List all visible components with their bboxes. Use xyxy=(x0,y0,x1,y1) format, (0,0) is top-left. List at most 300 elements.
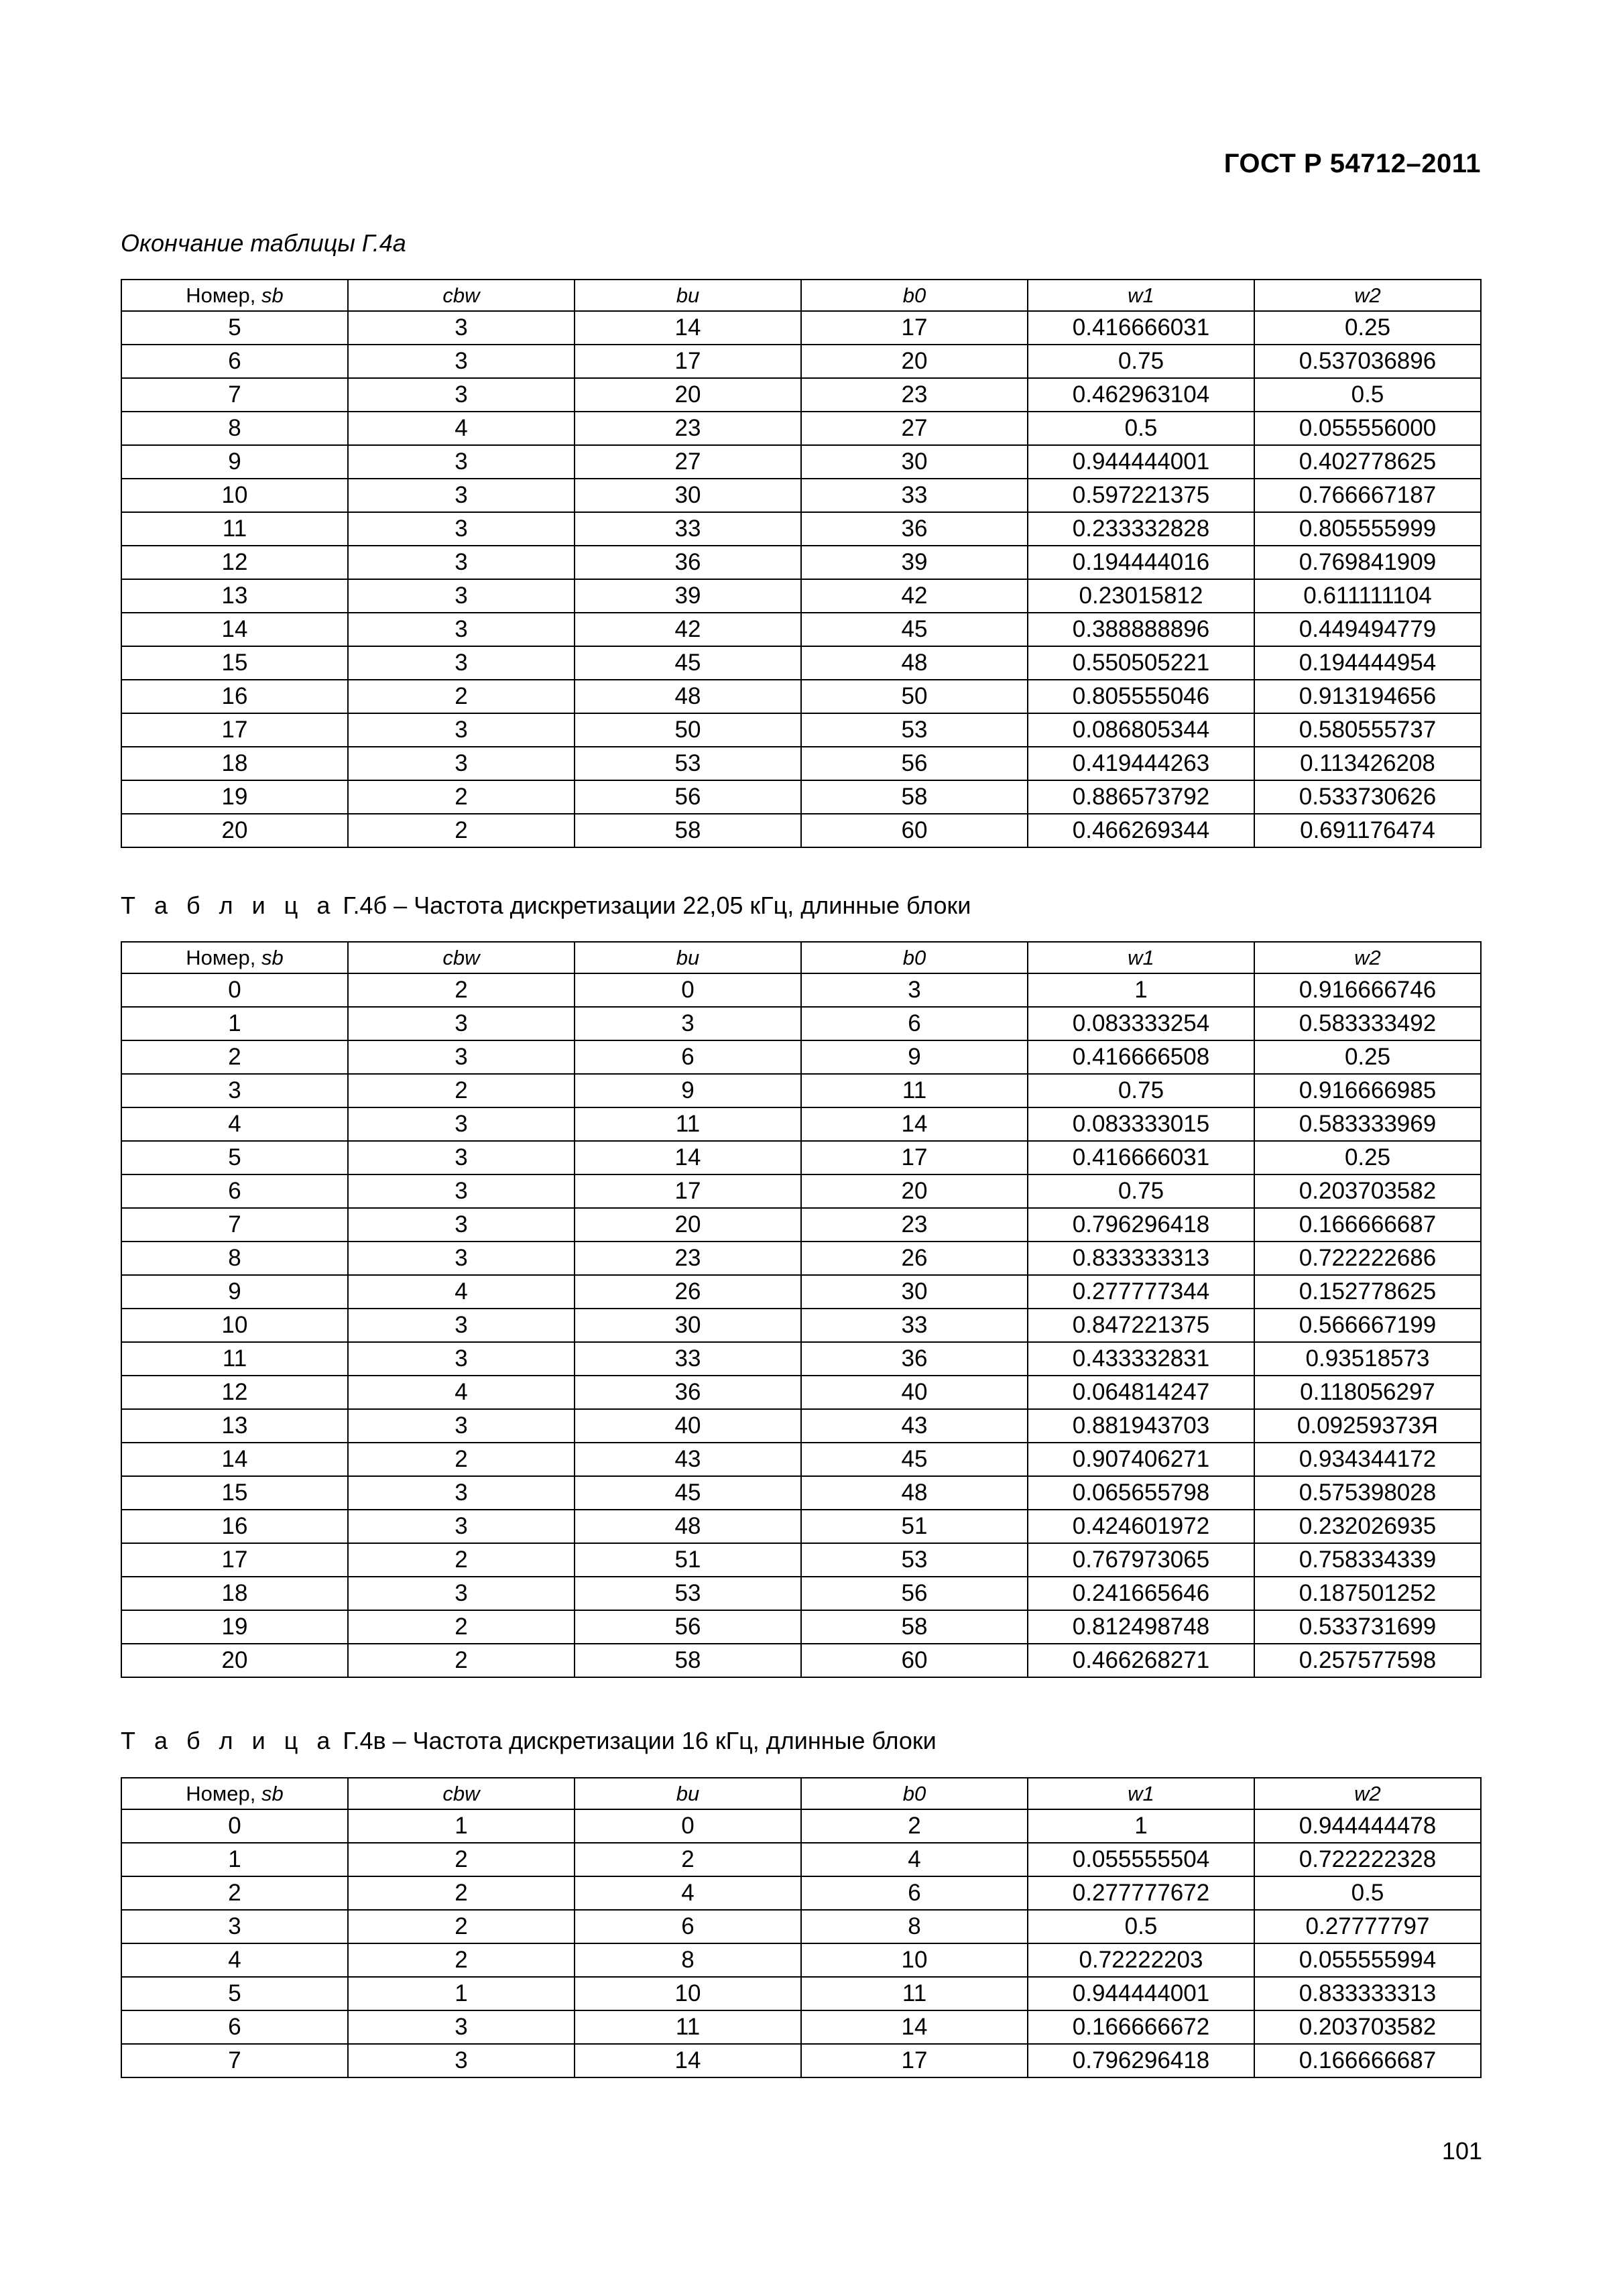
table-row xyxy=(121,1943,1481,1977)
table-row xyxy=(121,680,1481,713)
cell-b0: 9 xyxy=(801,1040,1028,1074)
cell-number-sb: 13 xyxy=(121,1409,348,1443)
cell-w2: 0.916666985 xyxy=(1254,1074,1481,1107)
table-row xyxy=(121,2010,1481,2044)
table-row xyxy=(121,1342,1481,1376)
cell-number-sb: 4 xyxy=(121,1107,348,1141)
cell-bu: 2 xyxy=(575,1843,801,1876)
cell-cbw: 4 xyxy=(348,1376,575,1409)
cell-b0: 45 xyxy=(801,1443,1028,1476)
table-row xyxy=(121,1040,1481,1074)
cell-cbw: 3 xyxy=(348,1007,575,1040)
table-row xyxy=(121,713,1481,747)
cell-number-sb: 13 xyxy=(121,579,348,613)
table-row xyxy=(121,1510,1481,1543)
table-c-caption-label: Т а б л и ц а xyxy=(121,1727,337,1754)
cell-cbw: 3 xyxy=(348,747,575,780)
cell-cbw: 3 xyxy=(348,1107,575,1141)
table-row xyxy=(121,1543,1481,1577)
cell-number-sb: 1 xyxy=(121,1007,348,1040)
table-row xyxy=(121,1577,1481,1610)
cell-cbw: 3 xyxy=(348,1510,575,1543)
cell-number-sb: 18 xyxy=(121,747,348,780)
table-row xyxy=(121,1843,1481,1876)
header-bu: bu xyxy=(575,280,801,311)
cell-bu: 43 xyxy=(575,1443,801,1476)
cell-number-sb: 0 xyxy=(121,1809,348,1843)
cell-bu: 4 xyxy=(575,1876,801,1910)
table-row xyxy=(121,973,1481,1007)
cell-b0: 58 xyxy=(801,1610,1028,1644)
cell-w2: 0.27777797 xyxy=(1254,1910,1481,1943)
cell-number-sb: 7 xyxy=(121,1208,348,1242)
table-row xyxy=(121,1107,1481,1141)
cell-number-sb: 8 xyxy=(121,412,348,445)
header-w1: w1 xyxy=(1028,280,1254,311)
cell-w2: 0.203703582 xyxy=(1254,2010,1481,2044)
cell-number-sb: 0 xyxy=(121,973,348,1007)
cell-b0: 30 xyxy=(801,1275,1028,1309)
cell-cbw: 2 xyxy=(348,1443,575,1476)
cell-w1: 0.462963104 xyxy=(1028,378,1254,412)
cell-cbw: 2 xyxy=(348,973,575,1007)
table-row xyxy=(121,378,1481,412)
cell-b0: 56 xyxy=(801,1577,1028,1610)
cell-w2: 0.257577598 xyxy=(1254,1644,1481,1677)
cell-cbw: 1 xyxy=(348,1977,575,2010)
table-row xyxy=(121,1074,1481,1107)
cell-number-sb: 20 xyxy=(121,1644,348,1677)
cell-w2: 0.25 xyxy=(1254,1141,1481,1174)
cell-bu: 30 xyxy=(575,479,801,512)
table-a-caption: Окончание таблицы Г.4а xyxy=(121,229,406,257)
cell-w2: 0.93518573 xyxy=(1254,1342,1481,1376)
cell-bu: 48 xyxy=(575,1510,801,1543)
table-a-end xyxy=(121,279,1482,848)
cell-b0: 58 xyxy=(801,780,1028,814)
cell-cbw: 3 xyxy=(348,613,575,646)
cell-bu: 14 xyxy=(575,1141,801,1174)
cell-bu: 36 xyxy=(575,546,801,579)
cell-b0: 56 xyxy=(801,747,1028,780)
table-row xyxy=(121,1275,1481,1309)
cell-w1: 0.065655798 xyxy=(1028,1476,1254,1510)
cell-b0: 36 xyxy=(801,1342,1028,1376)
cell-bu: 33 xyxy=(575,1342,801,1376)
cell-number-sb: 17 xyxy=(121,1543,348,1577)
cell-w1: 0.5 xyxy=(1028,412,1254,445)
header-number-sb xyxy=(121,280,348,311)
table-row xyxy=(121,1007,1481,1040)
cell-w1: 0.083333015 xyxy=(1028,1107,1254,1141)
cell-b0: 45 xyxy=(801,613,1028,646)
cell-w2: 0.118056297 xyxy=(1254,1376,1481,1409)
cell-w1: 0.416666508 xyxy=(1028,1040,1254,1074)
table-row xyxy=(121,1208,1481,1242)
cell-bu: 58 xyxy=(575,1644,801,1677)
cell-w1: 0.419444263 xyxy=(1028,747,1254,780)
header-w2: w2 xyxy=(1254,280,1481,311)
cell-bu: 27 xyxy=(575,445,801,479)
cell-number-sb: 11 xyxy=(121,1342,348,1376)
cell-w1: 0.812498748 xyxy=(1028,1610,1254,1644)
cell-w1: 0.75 xyxy=(1028,345,1254,378)
header-w1: w1 xyxy=(1028,942,1254,973)
cell-cbw: 2 xyxy=(348,1644,575,1677)
cell-number-sb: 5 xyxy=(121,311,348,345)
cell-w2: 0.187501252 xyxy=(1254,1577,1481,1610)
table-header-row xyxy=(121,280,1481,311)
cell-bu: 3 xyxy=(575,1007,801,1040)
table-row xyxy=(121,512,1481,546)
header-sb-label: sb xyxy=(261,946,284,969)
cell-number-sb: 5 xyxy=(121,1141,348,1174)
cell-b0: 43 xyxy=(801,1409,1028,1443)
header-b0: b0 xyxy=(801,1778,1028,1809)
cell-w2: 0.402778625 xyxy=(1254,445,1481,479)
table-row xyxy=(121,345,1481,378)
cell-number-sb: 6 xyxy=(121,345,348,378)
cell-w2: 0.769841909 xyxy=(1254,546,1481,579)
cell-b0: 3 xyxy=(801,973,1028,1007)
cell-number-sb: 4 xyxy=(121,1943,348,1977)
cell-b0: 17 xyxy=(801,2044,1028,2077)
table-row xyxy=(121,445,1481,479)
cell-bu: 14 xyxy=(575,311,801,345)
table-row xyxy=(121,1644,1481,1677)
cell-number-sb: 9 xyxy=(121,1275,348,1309)
cell-w2: 0.537036896 xyxy=(1254,345,1481,378)
cell-cbw: 3 xyxy=(348,713,575,747)
cell-cbw: 3 xyxy=(348,1476,575,1510)
cell-w2: 0.583333492 xyxy=(1254,1007,1481,1040)
cell-w2: 0.533730626 xyxy=(1254,780,1481,814)
cell-w2: 0.913194656 xyxy=(1254,680,1481,713)
cell-cbw: 2 xyxy=(348,814,575,847)
cell-w2: 0.25 xyxy=(1254,311,1481,345)
cell-w1: 0.5 xyxy=(1028,1910,1254,1943)
cell-cbw: 3 xyxy=(348,345,575,378)
cell-cbw: 3 xyxy=(348,646,575,680)
cell-cbw: 2 xyxy=(348,680,575,713)
cell-w2: 0.152778625 xyxy=(1254,1275,1481,1309)
table-b-caption xyxy=(121,892,971,920)
cell-bu: 6 xyxy=(575,1910,801,1943)
cell-bu: 45 xyxy=(575,646,801,680)
cell-bu: 10 xyxy=(575,1977,801,2010)
cell-bu: 39 xyxy=(575,579,801,613)
cell-bu: 56 xyxy=(575,780,801,814)
cell-w1: 0.166666672 xyxy=(1028,2010,1254,2044)
header-w2: w2 xyxy=(1254,942,1481,973)
table-c-caption xyxy=(121,1727,937,1755)
cell-bu: 11 xyxy=(575,2010,801,2044)
table-b-caption-title: Г.4б – Частота дискретизации 22,05 кГц, длинные блоки xyxy=(336,892,971,919)
table-row xyxy=(121,1309,1481,1342)
cell-w2: 0.575398028 xyxy=(1254,1476,1481,1510)
cell-b0: 27 xyxy=(801,412,1028,445)
cell-w2: 0.833333313 xyxy=(1254,1977,1481,2010)
cell-w2: 0.758334339 xyxy=(1254,1543,1481,1577)
cell-number-sb: 18 xyxy=(121,1577,348,1610)
standard-designation: ГОСТ Р 54712–2011 xyxy=(1223,149,1481,178)
cell-b0: 11 xyxy=(801,1074,1028,1107)
table-header-row xyxy=(121,942,1481,973)
table-row xyxy=(121,613,1481,646)
cell-number-sb: 15 xyxy=(121,646,348,680)
table-row xyxy=(121,412,1481,445)
cell-b0: 8 xyxy=(801,1910,1028,1943)
cell-w2: 0.580555737 xyxy=(1254,713,1481,747)
cell-number-sb: 8 xyxy=(121,1242,348,1275)
cell-bu: 17 xyxy=(575,345,801,378)
cell-w2: 0.805555999 xyxy=(1254,512,1481,546)
cell-bu: 0 xyxy=(575,973,801,1007)
cell-w1: 0.416666031 xyxy=(1028,311,1254,345)
cell-w2: 0.583333969 xyxy=(1254,1107,1481,1141)
cell-w1: 0.23015812 xyxy=(1028,579,1254,613)
cell-cbw: 3 xyxy=(348,311,575,345)
cell-cbw: 3 xyxy=(348,579,575,613)
cell-w2: 0.09259373Я xyxy=(1254,1409,1481,1443)
cell-b0: 36 xyxy=(801,512,1028,546)
cell-w1: 0.907406271 xyxy=(1028,1443,1254,1476)
cell-number-sb: 12 xyxy=(121,546,348,579)
cell-number-sb: 6 xyxy=(121,1174,348,1208)
cell-w1: 0.083333254 xyxy=(1028,1007,1254,1040)
cell-b0: 30 xyxy=(801,445,1028,479)
cell-cbw: 1 xyxy=(348,1809,575,1843)
table-row xyxy=(121,1174,1481,1208)
cell-bu: 11 xyxy=(575,1107,801,1141)
cell-number-sb: 20 xyxy=(121,814,348,847)
cell-w1: 0.796296418 xyxy=(1028,1208,1254,1242)
cell-bu: 8 xyxy=(575,1943,801,1977)
table-row xyxy=(121,1977,1481,2010)
cell-cbw: 3 xyxy=(348,1342,575,1376)
cell-w2: 0.5 xyxy=(1254,1876,1481,1910)
table-row xyxy=(121,479,1481,512)
table-row xyxy=(121,2044,1481,2077)
table-row xyxy=(121,1910,1481,1943)
cell-cbw: 4 xyxy=(348,1275,575,1309)
cell-w2: 0.916666746 xyxy=(1254,973,1481,1007)
cell-w1: 0.194444016 xyxy=(1028,546,1254,579)
header-bu: bu xyxy=(575,1778,801,1809)
cell-bu: 9 xyxy=(575,1074,801,1107)
cell-number-sb: 12 xyxy=(121,1376,348,1409)
cell-b0: 14 xyxy=(801,1107,1028,1141)
cell-w1: 0.233332828 xyxy=(1028,512,1254,546)
cell-w2: 0.113426208 xyxy=(1254,747,1481,780)
header-cbw: cbw xyxy=(348,1778,575,1809)
table-c xyxy=(121,1777,1482,2078)
cell-w1: 0.72222203 xyxy=(1028,1943,1254,1977)
cell-b0: 60 xyxy=(801,1644,1028,1677)
table-b xyxy=(121,941,1482,1678)
cell-w1: 0.944444001 xyxy=(1028,1977,1254,2010)
cell-w2: 0.722222686 xyxy=(1254,1242,1481,1275)
table-row xyxy=(121,579,1481,613)
cell-w2: 0.766667187 xyxy=(1254,479,1481,512)
cell-w1: 0.597221375 xyxy=(1028,479,1254,512)
cell-b0: 20 xyxy=(801,345,1028,378)
cell-w2: 0.5 xyxy=(1254,378,1481,412)
table-row xyxy=(121,1443,1481,1476)
cell-number-sb: 3 xyxy=(121,1074,348,1107)
cell-b0: 48 xyxy=(801,1476,1028,1510)
cell-number-sb: 14 xyxy=(121,613,348,646)
cell-cbw: 2 xyxy=(348,1943,575,1977)
cell-cbw: 2 xyxy=(348,780,575,814)
cell-w1: 0.416666031 xyxy=(1028,1141,1254,1174)
cell-number-sb: 7 xyxy=(121,2044,348,2077)
cell-w2: 0.232026935 xyxy=(1254,1510,1481,1543)
cell-b0: 51 xyxy=(801,1510,1028,1543)
cell-bu: 51 xyxy=(575,1543,801,1577)
cell-w1: 0.944444001 xyxy=(1028,445,1254,479)
cell-w2: 0.449494779 xyxy=(1254,613,1481,646)
cell-bu: 20 xyxy=(575,378,801,412)
cell-cbw: 3 xyxy=(348,1577,575,1610)
cell-w1: 0.847221375 xyxy=(1028,1309,1254,1342)
cell-cbw: 2 xyxy=(348,1876,575,1910)
cell-cbw: 3 xyxy=(348,1141,575,1174)
cell-w1: 0.805555046 xyxy=(1028,680,1254,713)
cell-cbw: 3 xyxy=(348,1208,575,1242)
cell-bu: 53 xyxy=(575,747,801,780)
cell-number-sb: 3 xyxy=(121,1910,348,1943)
cell-w2: 0.166666687 xyxy=(1254,1208,1481,1242)
cell-b0: 53 xyxy=(801,1543,1028,1577)
cell-cbw: 3 xyxy=(348,479,575,512)
cell-cbw: 3 xyxy=(348,445,575,479)
page-number: 101 xyxy=(1441,2137,1482,2165)
cell-b0: 48 xyxy=(801,646,1028,680)
table-row xyxy=(121,747,1481,780)
cell-number-sb: 10 xyxy=(121,1309,348,1342)
cell-number-sb: 1 xyxy=(121,1843,348,1876)
table-row xyxy=(121,1141,1481,1174)
table-c-caption-title: Г.4в – Частота дискретизации 16 кГц, длинные блоки xyxy=(336,1727,937,1754)
header-number-label: Номер, xyxy=(186,946,256,969)
cell-cbw: 2 xyxy=(348,1074,575,1107)
cell-bu: 23 xyxy=(575,412,801,445)
cell-b0: 53 xyxy=(801,713,1028,747)
table-row xyxy=(121,1242,1481,1275)
cell-bu: 56 xyxy=(575,1610,801,1644)
cell-cbw: 3 xyxy=(348,1309,575,1342)
header-number-sb xyxy=(121,942,348,973)
cell-bu: 45 xyxy=(575,1476,801,1510)
table-row xyxy=(121,646,1481,680)
table-row xyxy=(121,1476,1481,1510)
header-w2: w2 xyxy=(1254,1778,1481,1809)
cell-b0: 2 xyxy=(801,1809,1028,1843)
cell-w1: 1 xyxy=(1028,1809,1254,1843)
cell-number-sb: 19 xyxy=(121,1610,348,1644)
cell-cbw: 2 xyxy=(348,1543,575,1577)
cell-w1: 0.886573792 xyxy=(1028,780,1254,814)
cell-w2: 0.934344172 xyxy=(1254,1443,1481,1476)
cell-w2: 0.203703582 xyxy=(1254,1174,1481,1208)
cell-b0: 42 xyxy=(801,579,1028,613)
cell-b0: 14 xyxy=(801,2010,1028,2044)
table-row xyxy=(121,1376,1481,1409)
header-sb-label: sb xyxy=(261,284,284,307)
header-bu: bu xyxy=(575,942,801,973)
cell-number-sb: 14 xyxy=(121,1443,348,1476)
cell-w1: 0.388888896 xyxy=(1028,613,1254,646)
header-sb-label: sb xyxy=(261,1782,284,1805)
cell-bu: 48 xyxy=(575,680,801,713)
cell-bu: 40 xyxy=(575,1409,801,1443)
cell-bu: 14 xyxy=(575,2044,801,2077)
cell-number-sb: 17 xyxy=(121,713,348,747)
cell-bu: 6 xyxy=(575,1040,801,1074)
cell-w1: 0.466268271 xyxy=(1028,1644,1254,1677)
cell-bu: 30 xyxy=(575,1309,801,1342)
cell-w2: 0.055556000 xyxy=(1254,412,1481,445)
header-b0: b0 xyxy=(801,942,1028,973)
table-row xyxy=(121,1809,1481,1843)
cell-w1: 0.086805344 xyxy=(1028,713,1254,747)
cell-w2: 0.944444478 xyxy=(1254,1809,1481,1843)
cell-w2: 0.533731699 xyxy=(1254,1610,1481,1644)
cell-w1: 0.424601972 xyxy=(1028,1510,1254,1543)
cell-number-sb: 2 xyxy=(121,1876,348,1910)
table-row xyxy=(121,1876,1481,1910)
cell-cbw: 3 xyxy=(348,1409,575,1443)
cell-b0: 17 xyxy=(801,311,1028,345)
table-header-row xyxy=(121,1778,1481,1809)
cell-b0: 50 xyxy=(801,680,1028,713)
cell-bu: 33 xyxy=(575,512,801,546)
header-number-label: Номер, xyxy=(186,284,256,307)
cell-w1: 0.550505221 xyxy=(1028,646,1254,680)
header-b0: b0 xyxy=(801,280,1028,311)
header-number-sb xyxy=(121,1778,348,1809)
cell-w1: 0.881943703 xyxy=(1028,1409,1254,1443)
cell-bu: 17 xyxy=(575,1174,801,1208)
table-row xyxy=(121,780,1481,814)
cell-b0: 60 xyxy=(801,814,1028,847)
cell-w1: 0.833333313 xyxy=(1028,1242,1254,1275)
cell-number-sb: 16 xyxy=(121,1510,348,1543)
cell-number-sb: 11 xyxy=(121,512,348,546)
cell-w1: 1 xyxy=(1028,973,1254,1007)
cell-bu: 20 xyxy=(575,1208,801,1242)
cell-cbw: 3 xyxy=(348,512,575,546)
cell-b0: 4 xyxy=(801,1843,1028,1876)
cell-w1: 0.796296418 xyxy=(1028,2044,1254,2077)
cell-number-sb: 9 xyxy=(121,445,348,479)
cell-bu: 36 xyxy=(575,1376,801,1409)
cell-bu: 42 xyxy=(575,613,801,646)
cell-b0: 40 xyxy=(801,1376,1028,1409)
cell-cbw: 3 xyxy=(348,2044,575,2077)
cell-b0: 26 xyxy=(801,1242,1028,1275)
cell-b0: 33 xyxy=(801,1309,1028,1342)
table-row xyxy=(121,311,1481,345)
cell-cbw: 3 xyxy=(348,378,575,412)
cell-w1: 0.466269344 xyxy=(1028,814,1254,847)
cell-cbw: 3 xyxy=(348,546,575,579)
cell-w2: 0.194444954 xyxy=(1254,646,1481,680)
cell-w2: 0.566667199 xyxy=(1254,1309,1481,1342)
cell-cbw: 4 xyxy=(348,412,575,445)
cell-w2: 0.25 xyxy=(1254,1040,1481,1074)
